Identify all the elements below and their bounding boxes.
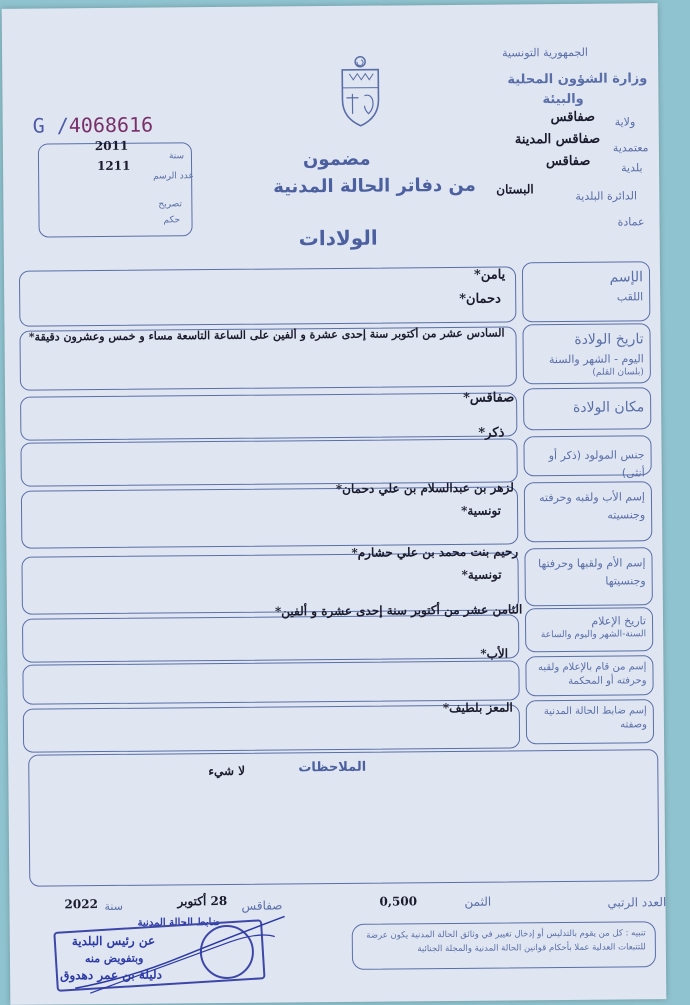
price-label: الثمن	[464, 894, 492, 909]
value-box-father	[21, 486, 518, 548]
value-birth-date: السادس عشر من أكتوبر سنة إحدى عشرة و ألفين على الساعة التاسعة مساء و خمس وعشرون دقيقة*	[28, 326, 505, 344]
label-father: إسم الأب ولقبه وحرفته	[539, 490, 646, 505]
price-value: 0,500	[379, 894, 418, 909]
label-mother-nationality: وجنسيتها	[605, 573, 646, 588]
label-birth-date-sub: اليوم - الشهر والسنة	[548, 352, 644, 367]
value-box-birth-place	[20, 392, 517, 440]
value-box-name	[19, 266, 516, 326]
notice-text: تنبيه : كل من يقوم بالتدليس أو إدخال تغيير في وثائق الحالة المدنية يكون عرضة للتتبعات العدلية عملا بأحكام قوانين الحالة المدنية والمجلة الجنائية	[366, 928, 646, 954]
value-declarant: الأب*	[480, 646, 509, 661]
label-box-officer	[526, 699, 654, 744]
value-first-name: يامن*	[473, 267, 506, 283]
signature-icon	[70, 906, 291, 998]
label-box-birth-date	[522, 323, 651, 384]
serial-digits: 4068616	[68, 112, 154, 138]
label-box-sex	[523, 435, 651, 480]
label-box-birth-place	[523, 387, 651, 430]
value-father-nationality: تونسية*	[461, 503, 502, 518]
label-box-father	[524, 481, 653, 542]
stamp-line1: عن رئيس البلدية	[71, 933, 156, 949]
title-line1: مضمون	[302, 148, 371, 171]
label-father-nationality: وجنسيته	[607, 507, 646, 522]
register-year-label: سنة	[168, 151, 185, 162]
label-last-name: اللقب	[616, 290, 644, 304]
value-mother: رحيم بنت محمد بن علي حشارم*	[351, 544, 519, 560]
value-officer: المعز بلطيف*	[442, 700, 513, 716]
ministry-line2: والبيئة	[542, 91, 584, 108]
stamp-line3: دليلة بن عمر دهدوق	[60, 967, 163, 983]
wilaya-value: صفاقس	[550, 109, 596, 126]
baladia-value: صفاقس	[545, 153, 591, 170]
tunisia-coat-of-arms-icon	[337, 56, 384, 128]
stamp-line2: وبتفويض منه	[84, 951, 144, 966]
footer-day-month: 28 أكتوبر	[177, 893, 228, 909]
label-birth-date: تاريخ الولادة	[574, 331, 644, 348]
ministry-line1: وزارة الشؤون المحلية	[507, 71, 648, 88]
label-officer-sub: وصفته	[620, 719, 647, 731]
title-line2: من دفاتر الحالة المدنية	[273, 174, 476, 198]
value-box-declarant	[22, 660, 519, 704]
label-declarant: إسم من قام بالإعلام ولقبه	[537, 661, 647, 674]
birth-certificate	[2, 3, 667, 1005]
label-box-mother	[524, 547, 653, 606]
register-year: 2011	[94, 138, 129, 154]
stamp-title: ضابط الحالة المدنية	[137, 917, 221, 929]
label-declarant-sub: وحرفته أو المحكمة	[568, 675, 647, 687]
serial-prefix: G /	[32, 113, 69, 138]
label-sex: جنس المولود (ذكر أو أنثى)	[548, 448, 645, 480]
value-box-sex	[20, 438, 517, 486]
label-box-declarant	[525, 655, 653, 696]
value-birth-place: صفاقس*	[463, 390, 515, 406]
label-birth-place: مكان الولادة	[572, 399, 645, 416]
wilaya-label: ولاية	[614, 115, 636, 129]
daira-label: الدائرة البلدية	[575, 189, 638, 203]
label-first-name: الإسم	[609, 269, 644, 286]
value-mother-nationality: تونسية*	[461, 567, 502, 582]
mootamadia-value: صفاقس المدينة	[514, 131, 601, 148]
register-judgment-label: حكم	[163, 215, 181, 226]
order-label: العدد الرتبي	[607, 895, 667, 910]
footer-city: صفاقس	[241, 898, 283, 913]
footer-year: 2022	[64, 897, 98, 912]
mootamadia-label: معتمدية	[612, 141, 649, 155]
daira-value: البستان	[496, 182, 534, 197]
label-box-name	[522, 261, 651, 322]
register-record-label: عدد الرسم	[153, 171, 194, 182]
label-mother: إسم الأم ولقبها وحرفتها	[538, 556, 646, 571]
value-box-declaration-date	[22, 614, 519, 662]
label-declaration-date-sub: السنة-الشهر واليوم والساعة	[540, 628, 647, 640]
baladia-label: بلدية	[621, 161, 643, 175]
serial-number	[33, 113, 154, 138]
value-last-name: دحمان*	[459, 291, 501, 307]
register-record-number: 1211	[96, 158, 131, 174]
footer-year-label: سنة	[104, 899, 123, 914]
register-declaration-label: تصريح	[158, 199, 183, 210]
value-father: لزهر بن عبدالسلام بن علي دحمان*	[335, 480, 514, 496]
remarks-value: لا شيء	[208, 763, 246, 779]
label-officer: إسم ضابط الحالة المدنية	[543, 705, 647, 718]
value-declaration-date: الثامن عشر من أكتوبر سنة إحدى عشرة و ألفين*	[274, 602, 523, 619]
remarks-label: الملاحظات	[298, 759, 367, 776]
label-birth-date-note: (بلسان القلم)	[592, 367, 644, 378]
value-sex: ذكر*	[478, 425, 505, 441]
label-box-declaration-date	[525, 607, 653, 652]
republic-label: الجمهورية التونسية	[502, 45, 589, 60]
title-line3: الولادات	[298, 225, 378, 251]
label-declaration-date: تاريخ الإعلام	[591, 614, 647, 628]
omada-label: عمادة	[617, 215, 645, 229]
